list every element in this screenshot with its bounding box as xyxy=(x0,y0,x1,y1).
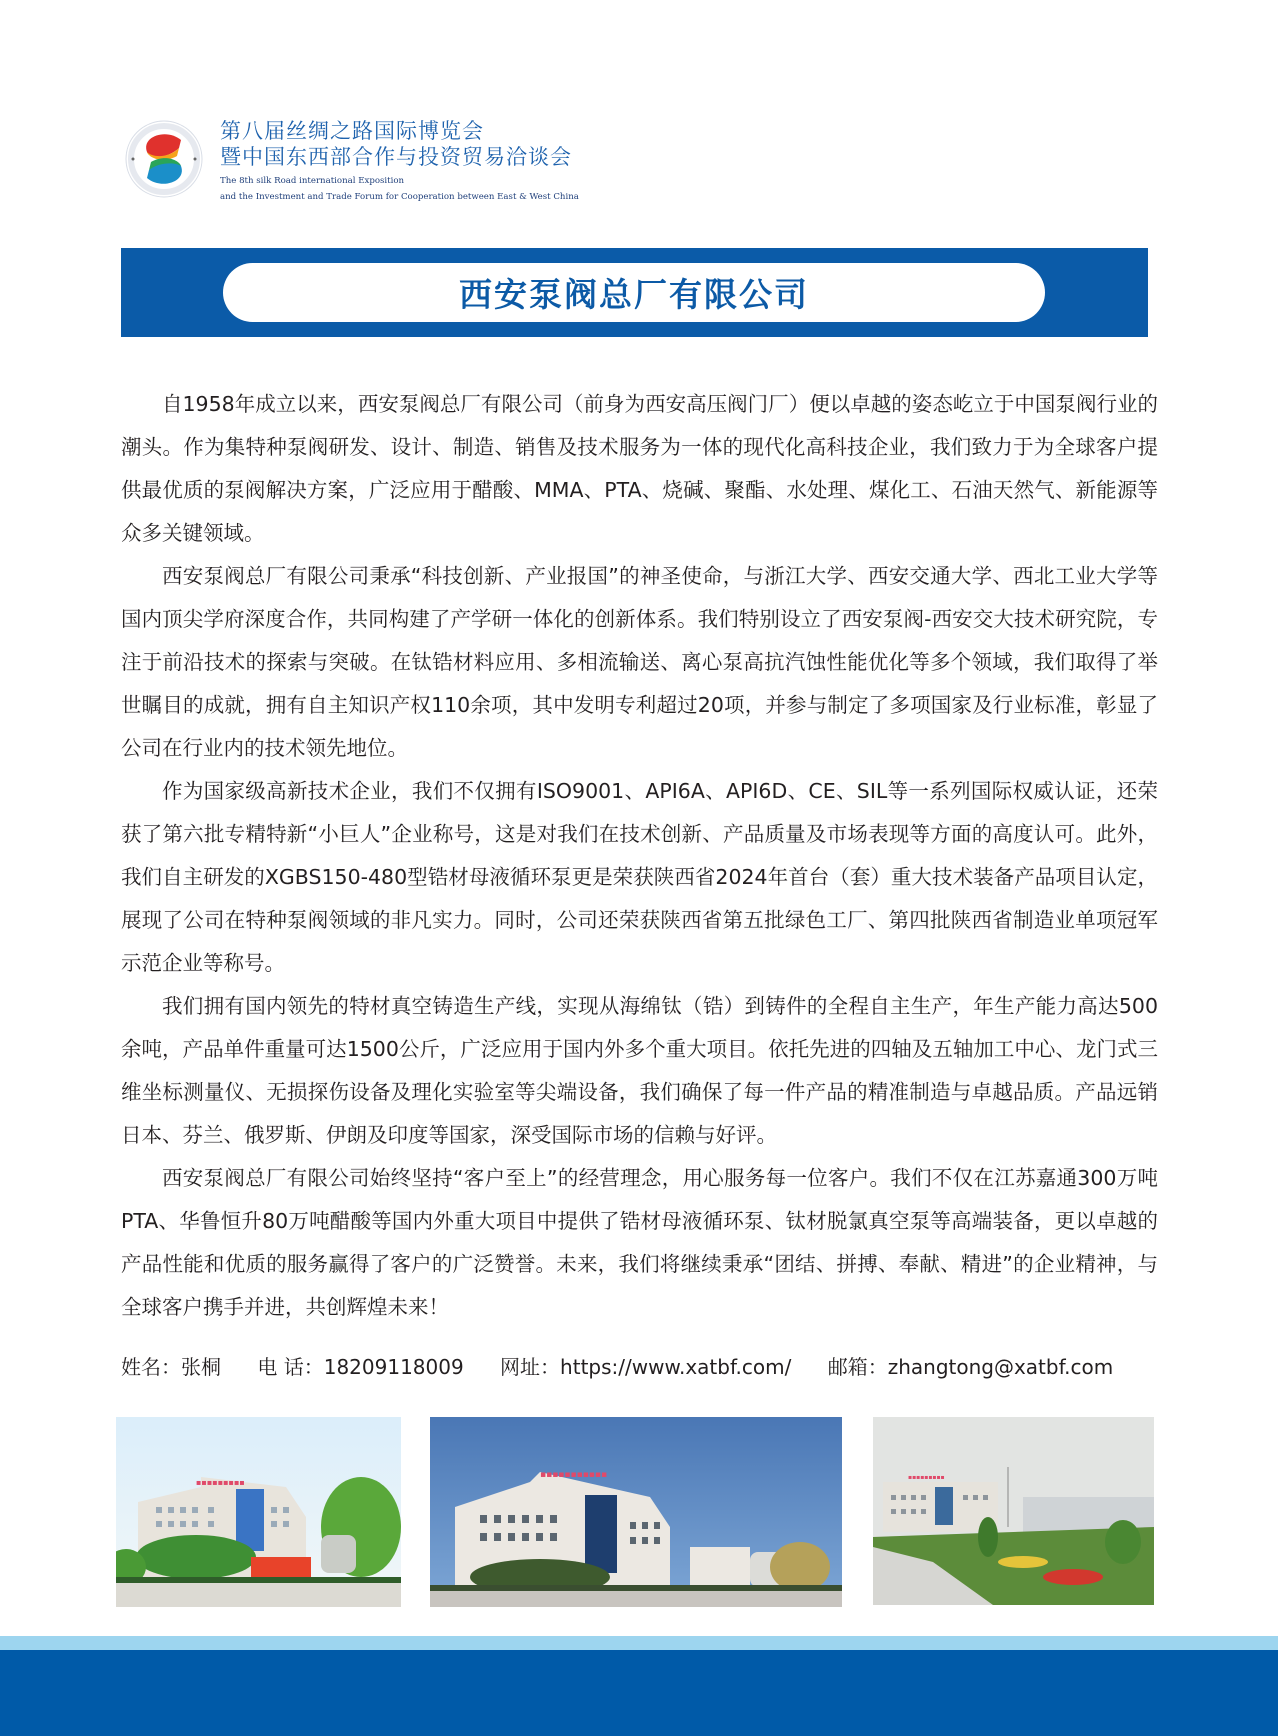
company-name-pill xyxy=(223,263,1045,322)
contact-website-link[interactable]: 网址：https://www.xatbf.com/ xyxy=(500,1355,792,1379)
contact-email-link[interactable]: 邮箱：zhangtong@xatbf.com xyxy=(827,1355,1114,1379)
expo-title-block xyxy=(220,118,579,202)
paragraph-certifications: 作为国家级高新技术企业，我们不仅拥有ISO9001、API6A、API6D、CE、SIL等一系列国际权威认证，还荣获了第六批专精特新“小巨人”企业称号，这是对我们在技术创新、产品质量及市场表现等方面的高度认可。此外，我们自主研发的XGBS150-480型锆材母液循环泵更是荣获陕西省2024年首台（套）重大技术装备产品项目认定，展现了公司在特种泵阀领域的非凡实力。同时，公司还荣获陕西省第五批绿色工厂、第四批陕西省制造业单项冠军示范企业等称号。 xyxy=(121,779,1158,975)
paragraph-production: 我们拥有国内领先的特材真空铸造生产线，实现从海绵钛（锆）到铸件的全程自主生产，年生产能力高达500余吨，产品单件重量可达1500公斤，广泛应用于国内外多个重大项目。依托先进的四轴及五轴加工中心、龙门式三维坐标测量仪、无损探伤设备及理化实验室等尖端设备，我们确保了每一件产品的精准制造与卓越品质。产品远销日本、芬兰、俄罗斯、伊朗及印度等国家，深受国际市场的信赖与好评。 xyxy=(121,994,1158,1147)
factory-photo-office-building-front xyxy=(116,1417,401,1607)
expo-subtitle-en-line2: and the Investment and Trade Forum for Cooperation between East & West China xyxy=(220,192,579,202)
expo-title-line1: 第八届丝绸之路国际博览会 xyxy=(220,119,484,143)
footer-light-band xyxy=(0,1636,1278,1650)
paragraph-history: 自1958年成立以来，西安泵阀总厂有限公司（前身为西安高压阀门厂）便以卓越的姿态屹立于中国泵阀行业的潮头。作为集特种泵阀研发、设计、制造、销售及技术服务为一体的现代化高科技企业，我们致力于为全球客户提供最优质的泵阀解决方案，广泛应用于醋酸、MMA、PTA、烧碱、聚酯、水处理、煤化工、石油天然气、新能源等众多关键领域。 xyxy=(121,392,1158,545)
footer-dark-band xyxy=(0,1650,1278,1736)
company-name-title: 西安泵阀总厂有限公司 xyxy=(459,275,809,314)
paragraph-innovation: 西安泵阀总厂有限公司秉承“科技创新、产业报国”的神圣使命，与浙江大学、西安交通大学、西北工业大学等国内顶尖学府深度合作，共同构建了产学研一体化的创新体系。我们特别设立了西安泵阀-西安交大技术研究院，专注于前沿技术的探索与突破。在钛锆材料应用、多相流输送、离心泵高抗汽蚀性能优化等多个领域，我们取得了举世瞩目的成就，拥有自主知识产权110余项，其中发明专利超过20项，并参与制定了多项国家及行业标准，彰显了公司在行业内的技术领先地位。 xyxy=(121,564,1158,760)
svg-text:▪▪▪▪▪▪▪▪▪▪▪: ▪▪▪▪▪▪▪▪▪▪▪ xyxy=(540,1470,608,1480)
expo-subtitle-en-line1: The 8th silk Road international Exposition xyxy=(220,176,405,186)
contact-name: 姓名：张桐 xyxy=(121,1355,221,1379)
svg-text:▪▪▪▪▪▪▪▪▪: ▪▪▪▪▪▪▪▪▪ xyxy=(908,1474,945,1481)
expo-title-line2: 暨中国东西部合作与投资贸易洽谈会 xyxy=(220,145,572,169)
silk-road-expo-logo-icon xyxy=(123,118,205,200)
paragraph-customers: 西安泵阀总厂有限公司始终坚持“客户至上”的经营理念，用心服务每一位客户。我们不仅在江苏嘉通300万吨PTA、华鲁恒升80万吨醋酸等国内外重大项目中提供了锆材母液循环泵、钛材脱氯真空泵等高端装备，更以卓越的产品性能和优质的服务赢得了客户的广泛赞誉。未来，我们将继续秉承“团结、拼搏、奉献、精进”的企业精神，与全球客户携手并进，共创辉煌未来！ xyxy=(121,1166,1158,1319)
svg-text:▪▪▪▪▪▪▪▪▪: ▪▪▪▪▪▪▪▪▪ xyxy=(196,1478,245,1487)
company-banner xyxy=(121,248,1148,337)
factory-photo-campus-garden xyxy=(873,1417,1154,1605)
contact-phone: 电 话：18209118009 xyxy=(257,1355,464,1379)
company-introduction xyxy=(121,383,1158,1329)
factory-photo-office-building-blue-sky xyxy=(430,1417,842,1607)
contact-info xyxy=(121,1349,1143,1385)
